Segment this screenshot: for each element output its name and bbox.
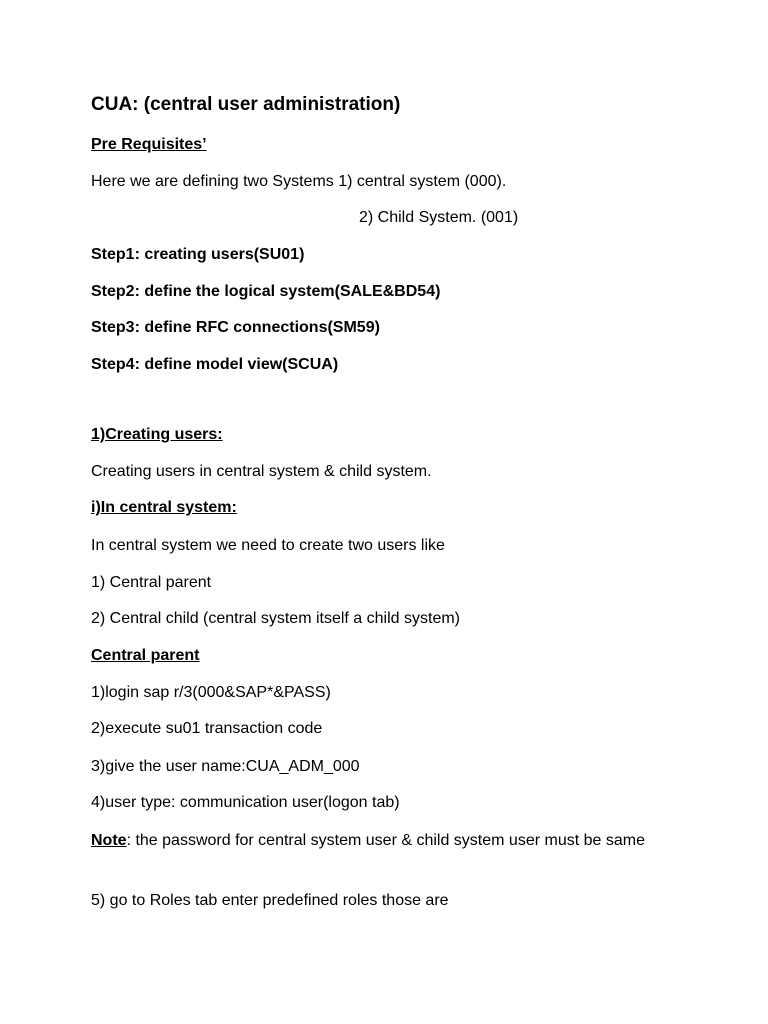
step-1: Step1: creating users(SU01) bbox=[91, 246, 305, 263]
step-2: Step2: define the logical system(SALE&BD54) bbox=[91, 283, 441, 300]
systems-intro: Here we are defining two Systems 1) central system (000). bbox=[91, 173, 507, 190]
user-list-item-2: 2) Central child (central system itself a child system) bbox=[91, 610, 460, 627]
systems-second: 2) Child System. (001) bbox=[359, 209, 519, 226]
document-title: CUA: (central user administration) bbox=[91, 94, 401, 115]
section-1-text: Creating users in central system & child system. bbox=[91, 463, 432, 480]
note-text: : the password for central system user & child system user must be same bbox=[126, 832, 645, 849]
procedure-step-5: 5) go to Roles tab enter predefined roles those are bbox=[91, 892, 449, 909]
central-parent-heading: Central parent bbox=[91, 647, 200, 664]
procedure-step-3: 3)give the user name:CUA_ADM_000 bbox=[91, 758, 360, 775]
procedure-step-1: 1)login sap r/3(000&SAP*&PASS) bbox=[91, 684, 331, 701]
procedure-step-2: 2)execute su01 transaction code bbox=[91, 720, 323, 737]
note-label: Note bbox=[91, 832, 127, 849]
note-paragraph bbox=[91, 829, 671, 852]
sub-i-text: In central system we need to create two users like bbox=[91, 537, 445, 554]
procedure-step-4: 4)user type: communication user(logon tab) bbox=[91, 794, 400, 811]
step-4: Step4: define model view(SCUA) bbox=[91, 356, 339, 373]
prereq-heading: Pre Requisites’ bbox=[91, 136, 207, 153]
section-1-heading: 1)Creating users: bbox=[91, 426, 223, 443]
user-list-item-1: 1) Central parent bbox=[91, 574, 212, 591]
step-3: Step3: define RFC connections(SM59) bbox=[91, 319, 380, 336]
sub-i-heading: i)In central system: bbox=[91, 499, 237, 516]
